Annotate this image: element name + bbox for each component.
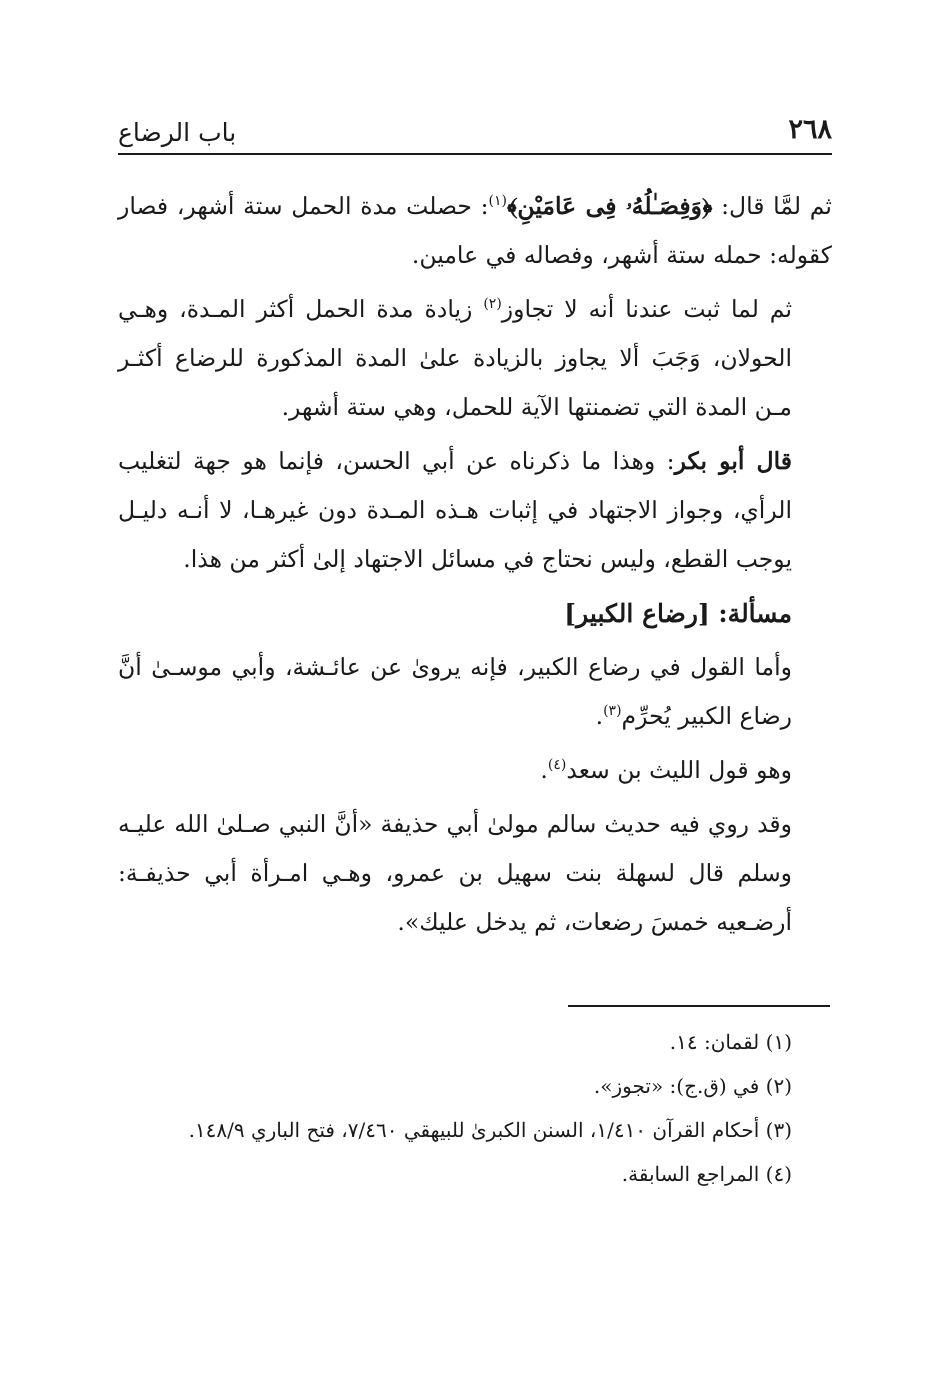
paragraph-5 [118, 746, 832, 795]
footnote-2: (٢) في (ق.ج): «تجوز». [593, 1074, 792, 1098]
speaker-name: قال أبو بكر [674, 447, 792, 475]
quran-verse: ﴿وَفِصَـٰلُهُۥ فِى عَامَيْنِ﴾ [507, 192, 713, 220]
footnote-4: (٤) المراجع السابقة. [621, 1162, 792, 1186]
header-rule [118, 153, 832, 155]
paragraph-4-end: . [595, 702, 604, 730]
paragraph-2-start: ثم لما ثبت عندنا أنه لا تجاوز [501, 295, 792, 323]
footnote-ref-3: (٣) [603, 703, 622, 720]
footnote-1: (١) لقمان: ١٤. [669, 1030, 792, 1054]
paragraph-6: وقد روي فيه حديث سالم مولىٰ أبي حذيفة «أنَّ النبي صـلىٰ الله عليـه وسلم قال لسهلة بنت سهيل بن عمرو، وهـي امـرأة أبي حذيفـة: أرضـعيه خمسَ رضعات، ثم يدخل عليك». [118, 810, 792, 936]
paragraph-5-end: . [540, 756, 548, 784]
paragraph-1-start: ثم لمَّا قال: [712, 192, 832, 220]
page-number: ٢٦٨ [788, 114, 832, 145]
paragraph-3 [118, 437, 832, 584]
paragraph-2-end: زيادة مدة الحمل أكثر المـدة، وهـي الحولان، وَجَبَ ألا يجاوز بالزيادة علىٰ المدة المذكورة للرضاع أكثـر مـن المدة التي تضمنتها الآية للحمل، وهي ستة أشهر. [118, 295, 792, 421]
paragraph-3-end: : وهذا ما ذكرناه عن أبي الحسن، فإنما هو جهة لتغليب الرأي، وجواز الاجتهاد في إثبات هـذه المـدة دون غيرهـا، لا أنـه دليـل يوجب القطع، وليس نحتاج في مسائل الاجتهاد إلىٰ أكثر من هذا. [118, 447, 792, 573]
paragraph-5-start: وهو قول الليث بن سعد [566, 756, 792, 784]
footnote-ref-1: (١) [488, 193, 508, 210]
footnotes [118, 1020, 832, 1196]
chapter-title: باب الرضاع [118, 118, 237, 147]
footnote-ref-2: (٢) [483, 296, 502, 313]
paragraph-1 [118, 182, 832, 280]
main-text [118, 182, 832, 952]
running-header [118, 112, 832, 152]
paragraph-1-end: : حصلت مدة الحمل ستة أشهر، فصار كقوله: حمله ستة أشهر، وفصاله في عامين. [118, 192, 832, 269]
footnote-3: (٣) أحكام القرآن ١/٤١٠، السنن الكبرىٰ للبيهقي ٧/٤٦٠، فتح الباري ١٤٨/٩. [188, 1118, 792, 1142]
footnote-rule [568, 1005, 830, 1007]
footnote-ref-4: (٤) [547, 757, 567, 774]
paragraph-4-start: وأما القول في رضاع الكبير، فإنه يروىٰ عن عائـشة، وأبي موسـىٰ أنَّ رضاع الكبير يُحرِّم [118, 653, 792, 730]
section-heading: مسألة: [رضاع الكبير] [564, 599, 792, 628]
paragraph-4 [118, 643, 832, 741]
paragraph-2 [118, 285, 832, 432]
